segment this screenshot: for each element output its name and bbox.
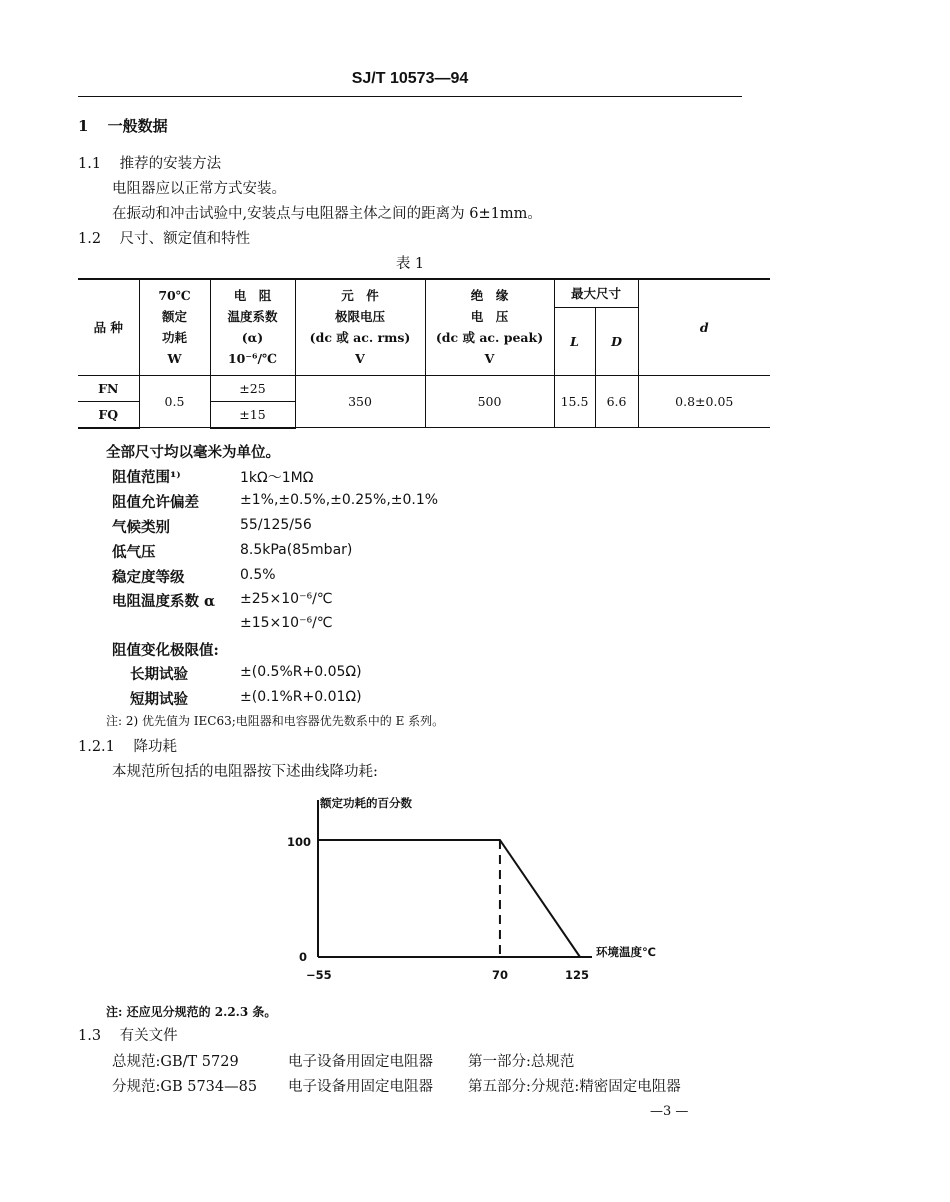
header-variety: 品 种 [78, 279, 139, 375]
table-caption: 表 1 [395, 256, 425, 272]
x-tick-label: −55 [306, 968, 332, 982]
header-d: d [638, 279, 770, 375]
header-line: 10⁻⁶/℃ [227, 351, 277, 367]
spec-value: 0.5% [240, 567, 276, 583]
doc-label: 总规范:GB/T 5729 [112, 1054, 239, 1070]
spec-value: 1kΩ～1MΩ [240, 470, 314, 486]
header-line: W [167, 351, 182, 367]
spec-label: 阻值允许偏差 [112, 494, 199, 511]
spec-value: 55/125/56 [240, 517, 312, 533]
header-line: 绝 缘 [470, 288, 509, 304]
x-tick-label: 125 [565, 968, 590, 982]
spec-value: ±1%,±0.5%,±0.25%,±0.1% [240, 492, 439, 508]
header-line: V [484, 351, 495, 367]
paragraph-line: 电阻器应以正常方式安装。 [112, 181, 286, 197]
cell-D: 6.6 [595, 375, 638, 428]
doc-name: 电子设备用固定电阻器 [288, 1079, 433, 1095]
section-number: 1.1 [78, 156, 102, 172]
header-line: 70℃ [158, 288, 191, 304]
spec-label: 阻值范围¹⁾ [112, 469, 181, 486]
header-line: (α) [241, 330, 264, 346]
cell-insulation: 500 [425, 375, 554, 428]
spec-value: ±25×10⁻⁶/℃ [240, 591, 333, 607]
header-L: L [554, 307, 595, 375]
header-line: 元 件 [341, 288, 379, 304]
header-line: V [355, 351, 365, 367]
header-line: 电 阻 [233, 288, 272, 304]
header-max-dim: 最大尺寸 [554, 279, 638, 307]
x-axis-label: 环境温度℃ [596, 945, 656, 959]
spec-label: 气候类别 [112, 519, 170, 536]
cell-tcr: ±25 [210, 375, 295, 401]
spec-label: 低气压 [112, 544, 156, 561]
section-number: 1.3 [78, 1028, 102, 1044]
spec-label: 稳定度等级 [112, 569, 185, 586]
header-line: (dc 或 ac. rms) [309, 330, 411, 346]
header-D: D [595, 307, 638, 375]
y-axis-label: 额定功耗的百分数 [320, 796, 412, 810]
y-tick-label: 0 [299, 950, 308, 964]
y-tick-label: 100 [287, 835, 312, 849]
doc-name: 电子设备用固定电阻器 [288, 1054, 433, 1070]
doc-part: 第五部分:分规范:精密固定电阻器 [468, 1079, 681, 1095]
doc-part: 第一部分:总规范 [468, 1054, 575, 1070]
unit-note: 全部尺寸均以毫米为单位。 [106, 444, 280, 461]
section-1-3-heading [78, 1024, 178, 1045]
section-number: 1 [78, 117, 89, 135]
paragraph-line: 本规范所包括的电阻器按下述曲线降功耗: [112, 764, 378, 780]
doc-label: 分规范:GB 5734—85 [112, 1079, 258, 1095]
doc-number: SJ/T 10573—94 [351, 70, 469, 87]
derating-line [318, 840, 580, 957]
spec-value: 8.5kPa(85mbar) [240, 542, 353, 558]
header-line: 功耗 [161, 330, 187, 346]
limit-label: 短期试验 [130, 691, 188, 708]
header-line: 电 压 [470, 309, 509, 325]
section-title: 有关文件 [119, 1028, 178, 1044]
cell-voltage: 350 [295, 375, 425, 428]
chart-note: 注: 还应见分规范的 2.2.3 条。 [106, 1005, 277, 1019]
header-line: (dc 或 ac. peak) [435, 330, 544, 346]
cell-tcr: ±15 [210, 401, 295, 428]
section-number: 1.2.1 [78, 739, 115, 755]
limit-value: ±(0.1%R+0.01Ω) [240, 689, 362, 705]
spec-label: 电阻温度系数 α [112, 593, 216, 610]
page-number: —3 — [650, 1104, 689, 1119]
section-title: 推荐的安装方法 [119, 156, 222, 172]
spec-value: ±15×10⁻⁶/℃ [240, 615, 333, 631]
x-tick-label: 70 [492, 968, 509, 982]
header-line: 温度系数 [227, 309, 278, 325]
footnote: 注: 2) 优先值为 IEC63;电阻器和电容器优先数系中的 E 系列。 [106, 714, 445, 728]
row-variety: FN [78, 375, 139, 401]
section-title: 降功耗 [133, 739, 178, 755]
limit-change-title: 阻值变化极限值: [112, 642, 219, 659]
section-number: 1.2 [78, 231, 102, 247]
paragraph-line: 在振动和冲击试验中,安装点与电阻器主体之间的距离为 6±1mm。 [112, 206, 542, 222]
section-title: 尺寸、额定值和特性 [119, 231, 251, 247]
row-variety: FQ [78, 401, 139, 428]
header-line: 额定 [161, 309, 187, 325]
cell-L: 15.5 [554, 375, 595, 428]
limit-label: 长期试验 [130, 666, 188, 683]
cell-d: 0.8±0.05 [638, 375, 770, 428]
section-title: 一般数据 [107, 117, 168, 135]
limit-value: ±(0.5%R+0.05Ω) [240, 664, 362, 680]
header-line: 极限电压 [334, 309, 385, 325]
cell-power: 0.5 [139, 375, 210, 428]
